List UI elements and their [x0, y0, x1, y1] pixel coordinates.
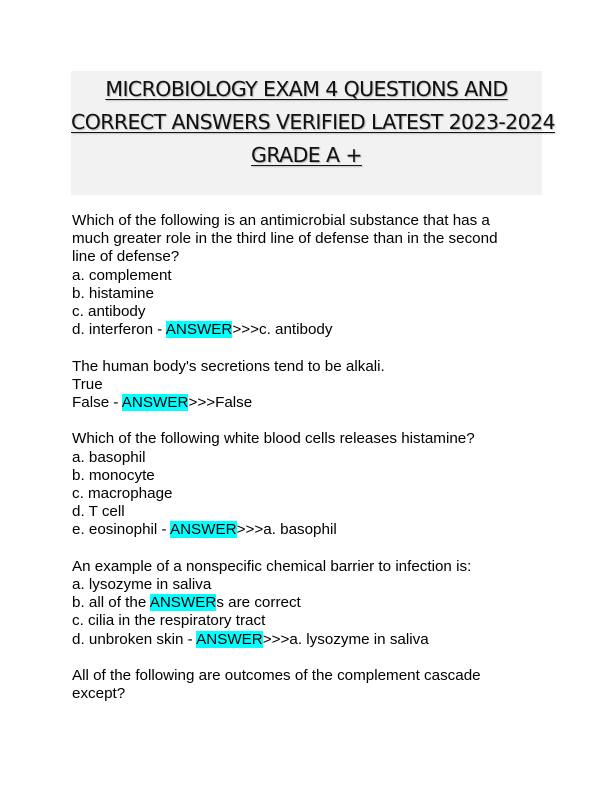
correct-answer: >>>c. antibody — [232, 321, 333, 339]
answer-option: a. complement — [72, 266, 172, 284]
answer-highlight: ANSWER — [149, 594, 217, 612]
question-stem-line: Which of the following is an antimicrobial substance that has a — [72, 212, 490, 229]
question-4 — [72, 558, 552, 649]
question-stem-line: Which of the following white blood cells releases histamine? — [72, 430, 475, 448]
question-stem-line: line of defense? — [72, 248, 180, 266]
answer-highlight: ANSWER — [165, 321, 233, 339]
question-1 — [72, 212, 552, 339]
question-stem-line: except? — [72, 685, 126, 703]
answer-option: c. cilia in the respiratory tract — [72, 612, 266, 630]
document-title-line-3: GRADE A + — [251, 143, 362, 167]
answer-option-prefix: False - — [72, 394, 122, 412]
question-5 — [72, 667, 552, 703]
question-stem-line: much greater role in the third line of defense than in the second — [72, 230, 498, 248]
answer-option: True — [72, 375, 103, 393]
answer-option-prefix: b. all of the — [72, 594, 150, 612]
question-2 — [72, 358, 552, 413]
correct-answer: >>>a. basophil — [236, 521, 337, 539]
question-3 — [72, 430, 552, 539]
answer-line — [72, 631, 552, 649]
answer-option-prefix: e. eosinophil - — [72, 521, 170, 539]
answer-option: b. histamine — [72, 284, 154, 302]
question-stem-line: All of the following are outcomes of the complement cascade — [72, 667, 481, 685]
answer-option: b. monocyte — [72, 466, 155, 484]
correct-answer: >>>a. lysozyme in saliva — [262, 630, 429, 648]
document-body — [72, 212, 552, 722]
answer-line — [72, 521, 552, 539]
answer-line — [72, 394, 552, 412]
answer-option-suffix: s are correct — [216, 594, 301, 612]
question-stem-line: The human body's secretions tend to be alkali. — [72, 357, 385, 375]
correct-answer: >>>False — [188, 394, 253, 412]
answer-option: c. macrophage — [72, 485, 173, 503]
document-title-line-1: MICROBIOLOGY EXAM 4 QUESTIONS AND — [105, 77, 508, 101]
answer-option: a. lysozyme in saliva — [72, 576, 212, 594]
answer-highlight: ANSWER — [196, 630, 263, 648]
answer-line — [72, 321, 552, 339]
answer-option-prefix: d. interferon - — [72, 321, 166, 339]
answer-highlight: ANSWER — [169, 521, 237, 539]
answer-option: a. basophil — [72, 448, 146, 466]
document-title-line-2: CORRECT ANSWERS VERIFIED LATEST 2023-2024 — [71, 110, 555, 134]
answer-option: c. antibody — [72, 303, 146, 321]
answer-option-prefix: d. unbroken skin - — [72, 630, 197, 648]
answer-option: d. T cell — [72, 503, 125, 521]
answer-option — [72, 594, 552, 612]
answer-highlight: ANSWER — [121, 394, 189, 412]
question-stem-line: An example of a nonspecific chemical barrier to infection is: — [72, 557, 472, 575]
document-title-box — [71, 71, 555, 195]
